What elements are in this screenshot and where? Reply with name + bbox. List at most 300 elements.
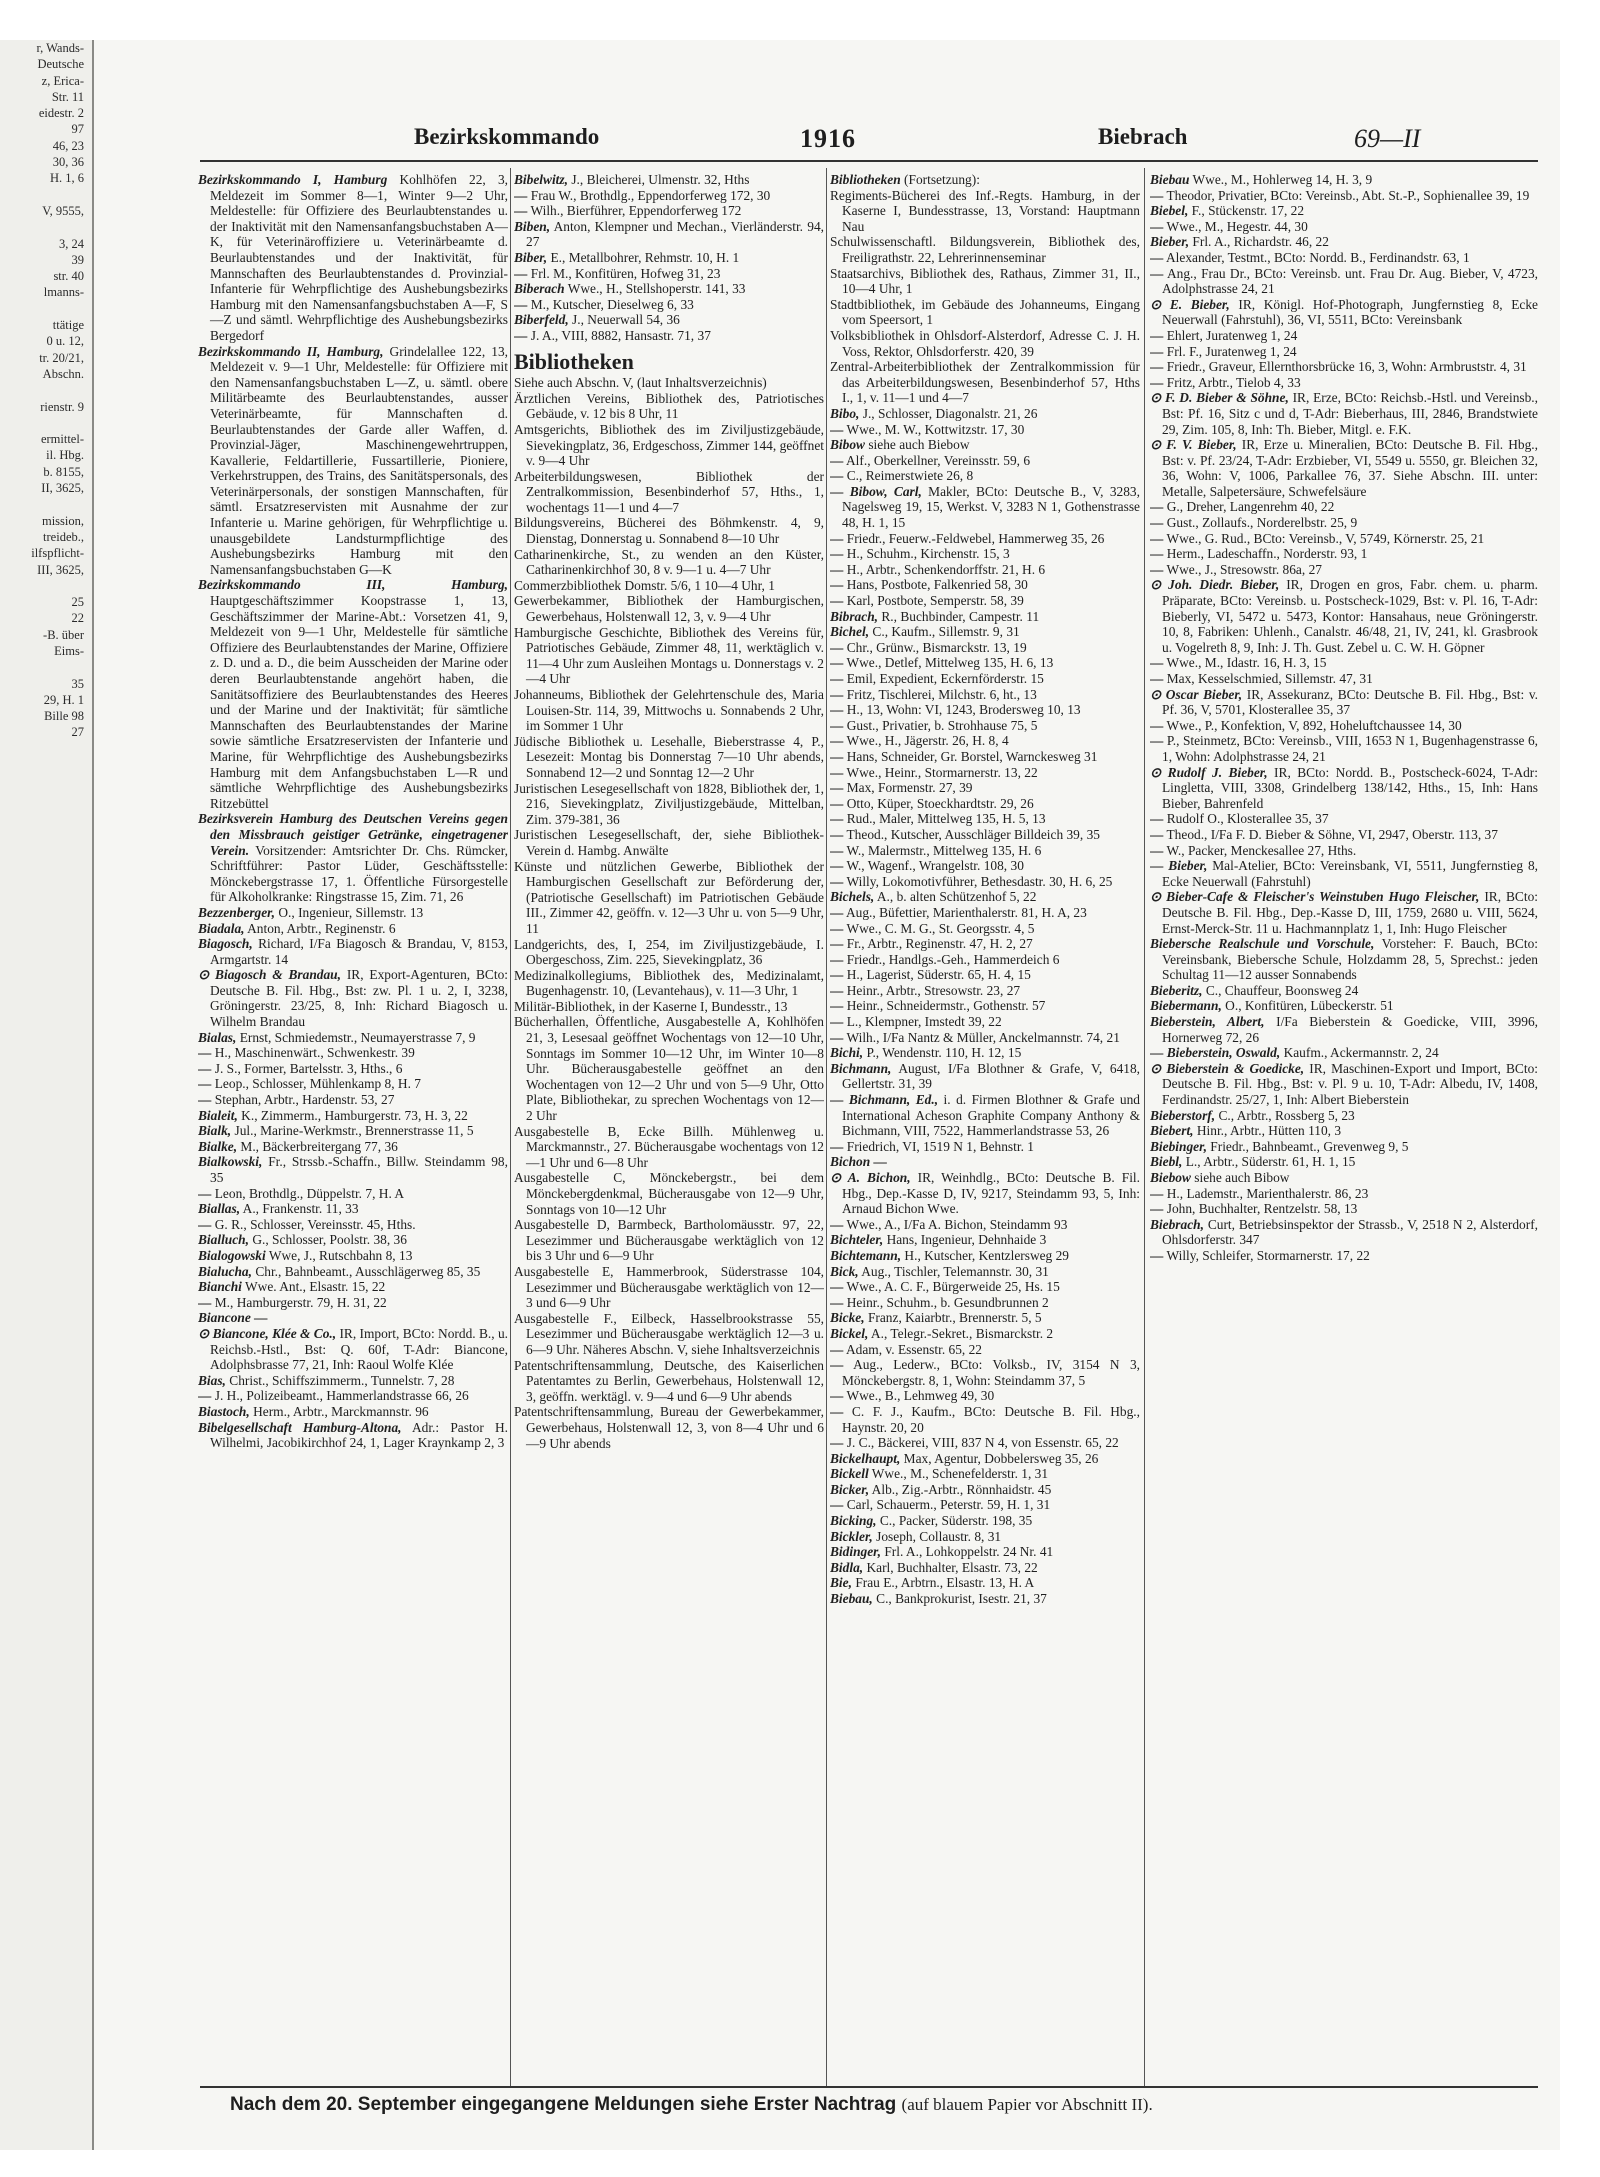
- entry-name: —: [1150, 374, 1164, 390]
- fragment-line: Deutsche: [37, 57, 84, 72]
- entry-details: IR, Export-Agenturen, BCto: Deutsche B. Fil. Hbg., Bst: zw. Pl. 1 u. 2, I, 3238, Gröningerstr. 23/25, 8, Inh: Richard Biagosch u. Wilhelm Brandau: [210, 967, 508, 1030]
- directory-entry: [830, 1326, 1140, 1342]
- entry-details: Frau E., Arbtrn., Elsastr. 13, H. A: [855, 1575, 1035, 1591]
- entry-details: H., 13, Wohn: VI, 1243, Brodersweg 10, 13: [846, 702, 1081, 718]
- entry-details: Militär-Bibliothek, in der Kaserne I, Bundesstr., 13: [514, 998, 788, 1014]
- entry-details: Siehe auch Abschn. V, (laut Inhaltsverzeichnis): [514, 375, 767, 391]
- entry-name: Bichel,: [830, 624, 870, 640]
- entry-details: Hans, Postbote, Falkenried 58, 30: [846, 577, 1028, 593]
- entry-name: —: [198, 1294, 212, 1310]
- entry-details: Wwe, J., Rutschbahn 8, 13: [268, 1247, 413, 1263]
- directory-entry: [514, 999, 824, 1015]
- header-rule: [200, 160, 1538, 162]
- directory-entry: [830, 1170, 1140, 1217]
- directory-entry: [198, 1295, 508, 1311]
- page-header: [190, 118, 1550, 162]
- directory-entry: [1150, 811, 1538, 827]
- directory-entry: [1150, 390, 1538, 437]
- directory-entry: [830, 843, 1140, 859]
- entry-name: —: [830, 1403, 844, 1419]
- directory-entry: [830, 733, 1140, 749]
- directory-entry: [830, 359, 1140, 406]
- directory-entry: [830, 484, 1140, 531]
- entry-details: Ernst, Schmiedemstr., Neumayerstrasse 7, 9: [239, 1029, 476, 1045]
- entry-details: Wwe., Detlef, Mittelweg 135, H. 6, 13: [846, 655, 1054, 671]
- entry-details: Stephan, Arbtr., Hardenstr. 53, 27: [214, 1092, 395, 1108]
- entry-details: P., Wendenstr. 110, H. 12, 15: [866, 1045, 1022, 1061]
- directory-entry: [198, 1186, 508, 1202]
- entry-name: Bichels,: [830, 889, 875, 905]
- entry-details: Emil, Expedient, Eckernförderstr. 15: [846, 671, 1044, 686]
- fragment-line: eidestr. 2: [38, 106, 84, 121]
- entry-name: —: [830, 733, 844, 749]
- entry-name: —: [830, 1216, 844, 1232]
- directory-entry: [830, 437, 1140, 453]
- entry-name: ⊙ E. Bieber,: [1150, 296, 1230, 312]
- entry-details: IR, Erze, BCto: Reichsb.-Hstl. und Vereinsb., Bst: Pf. 16, Sitz c und d, T-Adr: Bieberhaus, III, 2846, Brandstwiete 29, Zim. 105, 8, Inh: Th. Bieber, Mitgl. e. F.K.: [1162, 390, 1538, 437]
- entry-details: H., Arbtr., Schenkendorffstr. 21, H. 6: [846, 561, 1046, 577]
- entry-name: Bezzenberger,: [198, 904, 275, 920]
- entry-details: Mal-Atelier, BCto: Vereinsbank, VI, 5511, Jungfernstieg 8, Ecke Neuerwall (Fahrstuhl): [1162, 858, 1538, 889]
- directory-entry: [830, 1575, 1140, 1591]
- entry-name: ⊙ F. V. Bieber,: [1150, 437, 1237, 453]
- directory-entry: [830, 1045, 1140, 1061]
- entry-details: H., Lagerist, Süderstr. 65, H. 4, 15: [846, 967, 1031, 983]
- entry-name: Bidla,: [830, 1559, 864, 1575]
- entry-details: C., Arbtr., Rossberg 5, 23: [1218, 1107, 1355, 1123]
- directory-entry: [830, 531, 1140, 547]
- directory-entry: [830, 1513, 1140, 1529]
- entry-details: Ärztlichen Vereins, Bibliothek des, Patriotisches Gebäude, v. 12 bis 8 Uhr, 11: [514, 390, 824, 422]
- directory-column-2: [514, 172, 824, 2082]
- entry-name: Biebrach,: [1150, 1216, 1204, 1232]
- entry-name: —: [1150, 359, 1164, 375]
- entry-details: Schulwissenschaftl. Bildungsverein, Bibliothek des, Freiligrathstr. 22, Lehrerinnenseminar: [830, 234, 1140, 265]
- directory-entry: [514, 375, 824, 391]
- fragment-line: V, 9555,: [42, 203, 84, 218]
- entry-details: Gust., Privatier, b. Strohhause 75, 5: [846, 717, 1038, 733]
- directory-entry: [830, 1014, 1140, 1030]
- directory-entry: [830, 687, 1140, 703]
- entry-name: —: [1150, 249, 1164, 265]
- entry-name: — Bibow, Carl,: [830, 483, 922, 499]
- fragment-line: 0 u. 12,: [46, 334, 84, 349]
- entry-name: —: [1150, 811, 1164, 827]
- entry-name: Bezirksverein Hamburg des Deutschen Vereins gegen den Missbrauch geistiger Getränke, eingetragener Verein.: [198, 811, 508, 858]
- entry-details: Alb., Zig.-Arbtr., Rönnhaidstr. 45: [871, 1481, 1052, 1497]
- entry-details: IR, Erze u. Mineralien, BCto: Deutsche B. Fil. Hbg., Bst: v. Pf. 23/24, T-Adr: Erzbieber, VI, 5549 u. 5550, gr. Bleichen 32, 36, Wohn: V, 1006, Parkallee 76, 37. Siehe Abschn. III. unter: Metalle, Salpetersäure, Schwefelsäure: [1162, 437, 1538, 499]
- entry-details: Wwe., M., Schenefelderstr. 1, 31: [871, 1466, 1049, 1482]
- directory-entry: [514, 578, 824, 594]
- entry-details: Volksbibliothek in Ohlsdorf-Alsterdorf, Adresse C. J. H. Voss, Rektor, Ohlsdorferstr. 420, 39: [830, 327, 1140, 359]
- entry-details: Wwe., H., Jägerstr. 26, H. 8, 4: [846, 733, 1009, 749]
- footer-rule: [200, 2086, 1538, 2088]
- entry-name: —: [1150, 530, 1164, 546]
- directory-entry: [1150, 234, 1538, 250]
- entry-details: O., Konfitüren, Lübeckerstr. 51: [1225, 998, 1394, 1014]
- entry-details: Kaufm., Ackermannstr. 2, 24: [1283, 1045, 1439, 1061]
- entry-name: —: [830, 1357, 844, 1373]
- directory-entry: [1150, 172, 1538, 188]
- entry-details: Makler, BCto: Deutsche B., V, 3283, Nagelsweg 19, 15, Werkst. V, 3283 N 1, Gothenstrasse 48, H. 1, 15: [842, 483, 1140, 531]
- entry-details: Chr., Grünw., Bismarckstr. 13, 19: [846, 639, 1027, 655]
- directory-entry: [198, 1045, 508, 1061]
- directory-entry: [198, 1264, 508, 1280]
- entry-name: ⊙ Bieberstein & Goedicke,: [1150, 1060, 1305, 1076]
- entry-details: Ausgabestelle C, Mönckebergstr., bei dem Mönckebergdenkmal, Bücherausgabe von 12—9 Uhr, Sonntags von 10—12 Uhr: [514, 1170, 824, 1217]
- entry-details: Wwe., C. M. G., St. Georgsstr. 4, 5: [846, 920, 1035, 936]
- entry-name: Bicker,: [830, 1481, 870, 1497]
- header-left-keyword: Bezirkskommando: [414, 124, 600, 149]
- directory-entry: [514, 203, 824, 219]
- directory-entry: [830, 624, 1140, 640]
- entry-details: Wwe., A. C. F., Bürgerweide 25, Hs. 15: [846, 1279, 1060, 1295]
- entry-details: Wwe., P., Konfektion, V, 892, Hoheluftchaussee 14, 30: [1166, 717, 1462, 733]
- entry-details: IR, Import, BCto: Nordd. B., u. Reichsb.-Hstl., Bst: Q. 60f, T-Adr: Biancone, Adolphsbrasse 77, 21, Inh: Raoul Wolfe Klée: [210, 1325, 508, 1373]
- directory-entry: [514, 593, 824, 624]
- entry-details: Hans, Ingenieur, Dehnhaide 3: [886, 1232, 1047, 1248]
- entry-details: siehe auch Bibow: [1194, 1170, 1290, 1185]
- header-right-keyword: Biebrach: [1098, 124, 1188, 149]
- directory-entry: [830, 858, 1140, 874]
- entry-name: —: [514, 327, 528, 343]
- directory-entry: [514, 827, 824, 858]
- fragment-line: 39: [71, 252, 84, 267]
- entry-name: Bickell: [830, 1466, 869, 1482]
- entry-details: Wilh., Bierführer, Eppendorferweg 172: [530, 203, 742, 219]
- entry-name: —: [1150, 717, 1164, 733]
- entry-name: Bialas,: [198, 1029, 237, 1045]
- entry-name: — Bieberstein, Oswald,: [1150, 1045, 1281, 1061]
- fragment-line: 46, 23: [52, 138, 84, 153]
- directory-entry: [514, 1264, 824, 1311]
- entry-details: Friedr., Bahnbeamt., Grevenweg 9, 5: [1210, 1138, 1409, 1154]
- entry-details: Staatsarchivs, Bibliothek des, Rathaus, Zimmer 31, II., 10—4 Uhr, 1: [830, 265, 1140, 297]
- entry-name: —: [830, 1279, 844, 1295]
- entry-name: Bialucha,: [198, 1263, 252, 1279]
- entry-name: —: [1150, 561, 1164, 577]
- entry-details: Carl, Schauerm., Peterstr. 59, H. 1, 31: [846, 1497, 1051, 1513]
- entry-details: Wwe., J., Stresowstr. 86a, 27: [1166, 561, 1322, 577]
- fragment-line: Bille 98: [44, 709, 84, 724]
- directory-entry: [830, 422, 1140, 438]
- entry-details: Wwe., G. Rud., BCto: Vereinsb., V, 5749, Körnerstr. 25, 21: [1166, 530, 1485, 546]
- entry-name: Bichmann,: [830, 1060, 892, 1076]
- directory-entry: [830, 1232, 1140, 1248]
- directory-entry: [830, 188, 1140, 235]
- entry-name: —: [1150, 187, 1164, 203]
- entry-details: Max, Agentur, Dobbelersweg 35, 26: [903, 1450, 1099, 1466]
- entry-name: Bickelhaupt,: [830, 1450, 901, 1466]
- entry-details: Wwe. Ant., Elsastr. 15, 22: [245, 1279, 386, 1295]
- entry-name: —: [830, 920, 844, 936]
- directory-entry: [514, 172, 824, 188]
- directory-entry: [1150, 1014, 1538, 1045]
- directory-entry: [198, 172, 508, 344]
- entry-name: —: [830, 1029, 844, 1045]
- entry-name: —: [830, 1341, 844, 1357]
- fragment-line: rienstr. 9: [40, 399, 84, 414]
- entry-name: —: [830, 967, 844, 983]
- directory-entry: [198, 1326, 508, 1373]
- directory-entry: [514, 781, 824, 828]
- directory-entry: [514, 859, 824, 937]
- entry-name: —: [830, 702, 844, 718]
- entry-name: —: [1150, 1201, 1164, 1217]
- fragment-line: ermittel-: [40, 432, 84, 447]
- fragment-line: 30, 36: [52, 155, 84, 170]
- entry-name: Bialeit,: [198, 1107, 238, 1123]
- entry-name: Bicking,: [830, 1513, 877, 1529]
- directory-entry: [1150, 203, 1538, 219]
- entry-details: Patentschriftensammlung, Deutsche, des Kaiserlichen Patentamtes zu Berlin, Gewerbehaus, Holstenwall 12, 3, geöffn. werktägl. v. 9—4 und 6—9 Uhr abends: [514, 1357, 824, 1404]
- entry-name: —: [830, 764, 844, 780]
- fragment-line: Eims-: [54, 643, 84, 658]
- entry-details: i. d. Firmen Blothner & Grafe und International Acheson Graphite Company Anthony & Bichmann, VIII, 7522, Hammerlandstrasse 53, 26: [842, 1092, 1140, 1139]
- entry-details: Richard, I/Fa Biagosch & Brandau, V, 8153, Armgartstr. 14: [210, 936, 508, 967]
- entry-name: Biastoch,: [198, 1403, 250, 1419]
- entry-details: Wwe., Heinr., Stormarnerstr. 13, 22: [846, 764, 1038, 780]
- directory-entry: [830, 1092, 1140, 1139]
- entry-name: —: [1150, 515, 1164, 531]
- entry-name: Bichteler,: [830, 1232, 884, 1248]
- directory-entry: [1150, 655, 1538, 671]
- directory-entry: [830, 983, 1140, 999]
- entry-details: L., Arbtr., Süderstr. 61, H. 1, 15: [1185, 1154, 1356, 1170]
- entry-details: Rud., Maler, Mittelweg 135, H. 5, 13: [846, 811, 1046, 827]
- entry-details: C. F. J., Kaufm., BCto: Deutsche B. Fil. Hbg., Haynstr. 20, 20: [842, 1403, 1140, 1435]
- entry-name: Biberfeld,: [514, 312, 569, 328]
- directory-entry: [1150, 1170, 1538, 1186]
- section-heading: Bibliotheken: [514, 348, 634, 374]
- entry-name: ⊙ Oscar Bieber,: [1150, 686, 1243, 702]
- entry-name: —: [830, 546, 844, 562]
- directory-entry: [830, 453, 1140, 469]
- entry-details: H., Maschinenwärt., Schwenkestr. 39: [214, 1045, 415, 1061]
- entry-name: —: [830, 811, 844, 827]
- entry-details: (Fortsetzung):: [904, 172, 980, 187]
- directory-entry: [830, 1544, 1140, 1560]
- directory-entry: [830, 1466, 1140, 1482]
- fragment-line: 3, 24: [59, 236, 84, 251]
- entry-details: Zentral-Arbeiterbibliothek der Zentralkommission für das Arbeiterbildungswesen, Besenbinderhof 57, Hths I., 1, v. 11—1 und 4—7: [830, 359, 1140, 406]
- entry-details: Juristischen Lesegesellschaft, der, siehe Bibliothek-Verein d. Hambg. Anwälte: [514, 827, 824, 858]
- entry-details: Wwe., B., Lehmweg 49, 30: [846, 1388, 995, 1404]
- directory-entry: [1150, 359, 1538, 375]
- fragment-line: H. 1, 6: [49, 171, 84, 186]
- directory-entry: [1150, 562, 1538, 578]
- entry-details: Fr., Arbtr., Reginenstr. 47, H. 2, 27: [846, 936, 1033, 952]
- fragment-line: [0, 496, 92, 512]
- directory-entry: [1150, 250, 1538, 266]
- entry-name: Biadala,: [198, 920, 245, 936]
- entry-details: Johanneums, Bibliothek der Gelehrtenschule des, Maria Louisen-Str. 114, 39, Mittwochs u. Sonnabends 2 Uhr, im Sommer 1 Uhr: [514, 687, 824, 734]
- fragment-line: 97: [71, 122, 84, 137]
- entry-name: —: [198, 1216, 212, 1232]
- fragment-line: [0, 187, 92, 203]
- entry-details: Rudolf O., Klosterallee 35, 37: [1166, 811, 1329, 827]
- entry-name: Bezirkskommando II, Hamburg,: [198, 343, 384, 359]
- fragment-line: Str. 11: [51, 89, 84, 104]
- directory-entry: [830, 765, 1140, 781]
- directory-entry: [830, 1529, 1140, 1545]
- directory-entry: [1150, 1201, 1538, 1217]
- entry-details: P., Steinmetz, BCto: Vereinsb., VIII, 1653 N 1, Bugenhagenstrasse 6, 1, Wohn: Adolphstrasse 24, 21: [1162, 733, 1538, 764]
- directory-entry: [1150, 188, 1538, 204]
- entry-details: Karl, Buchhalter, Elsastr. 73, 22: [866, 1559, 1038, 1575]
- entry-name: —: [830, 795, 844, 811]
- entry-details: F., Stückenstr. 17, 22: [1191, 203, 1305, 219]
- entry-name: —: [830, 998, 844, 1014]
- directory-entry: [830, 640, 1140, 656]
- entry-name: —: [830, 858, 844, 874]
- entry-details: Heinr., Schuhm., b. Gesundbrunnen 2: [846, 1294, 1049, 1310]
- directory-entry: [514, 250, 824, 266]
- fragment-line: b. 8155,: [43, 464, 84, 479]
- entry-name: —: [1150, 546, 1164, 562]
- entry-name: Bialogowski: [198, 1247, 266, 1263]
- entry-details: Hamburgische Geschichte, Bibliothek des Vereins für, Patriotisches Gebäude, Zimmer 48, 11, werktäglich v. 11—4 Uhr zum Ausleihen Montags u. Donnerstags v. 2—4 Uhr: [514, 624, 824, 687]
- entry-details: Frl. F., Juratenweg 1, 24: [1166, 343, 1297, 359]
- entry-details: Wwe., H., Stellshoperstr. 141, 33: [567, 281, 746, 297]
- directory-entry: [830, 1279, 1140, 1295]
- entry-name: Bieberitz,: [1150, 982, 1203, 998]
- directory-entry: [198, 1388, 508, 1404]
- entry-name: —: [830, 639, 844, 655]
- entry-name: Bichon —: [830, 1154, 887, 1170]
- entry-details: A., Frankenstr. 11, 33: [242, 1201, 359, 1217]
- directory-entry: [830, 874, 1140, 890]
- entry-details: A., b. alten Schützenhof 5, 22: [876, 889, 1037, 905]
- entry-name: Biebow: [1150, 1170, 1191, 1185]
- directory-entry: [1150, 577, 1538, 655]
- entry-name: —: [830, 577, 844, 593]
- entry-details: John, Buchhalter, Rentzelstr. 58, 13: [1166, 1201, 1358, 1217]
- column-divider: [1144, 168, 1145, 2088]
- column-divider: [510, 168, 511, 2088]
- entry-name: Bidinger,: [830, 1544, 881, 1560]
- entry-details: Theod., I/Fa F. D. Bieber & Söhne, VI, 2947, Oberstr. 113, 37: [1166, 826, 1498, 842]
- entry-name: Biebersche Realschule und Vorschule,: [1150, 936, 1375, 952]
- entry-name: —: [830, 1497, 844, 1513]
- entry-details: Heinr., Arbtr., Stresowstr. 23, 27: [846, 982, 1021, 998]
- directory-entry: [514, 1124, 824, 1171]
- fragment-line: Abschn.: [42, 366, 84, 381]
- entry-details: Ausgabestelle D, Barmbeck, Bartholomäusstr. 97, 22, Lesezimmer und Bücherausgabe werktäglich von 12 bis 3 Uhr und 6—9 Uhr: [514, 1217, 824, 1264]
- directory-entry: [830, 921, 1140, 937]
- entry-name: —: [830, 1435, 844, 1451]
- entry-name: Bichtemann,: [830, 1247, 902, 1263]
- directory-entry: [514, 1404, 824, 1451]
- entry-details: Friedr., Handlgs.-Geh., Hammerdeich 6: [846, 951, 1060, 967]
- entry-name: —: [514, 203, 528, 219]
- directory-entry: [830, 1342, 1140, 1358]
- directory-entry: [1150, 983, 1538, 999]
- fragment-line: 25: [71, 595, 84, 610]
- entry-details: Frau W., Brothdlg., Eppendorferweg 172, 30: [530, 187, 771, 203]
- directory-entry: [514, 1217, 824, 1264]
- entry-details: J. H., Polizeibeamt., Hammerlandstrasse 66, 26: [214, 1388, 469, 1404]
- entry-name: —: [830, 826, 844, 842]
- entry-details: Jüdische Bibliothek u. Lesehalle, Bieberstrasse 4, P., Lesezeit: Montag bis Donnerstag 7—10 Uhr abends, Sonnabend 12—2 und Sonntag 12—2 Uhr: [514, 733, 824, 780]
- entry-details: L., Klempner, Imstedt 39, 22: [846, 1014, 1002, 1030]
- directory-column-4: [1150, 172, 1538, 2082]
- directory-entry: [198, 1061, 508, 1077]
- entry-details: Künste und nützlichen Gewerbe, Bibliothek der Hamburgischen Gesellschaft zur Beförderung der, (Patriotische Gesellschaft) im Patriotischen Gebäude III., Zimmer 42, geöffn. v. 12—3 Uhr u. von 5—9 Uhr, 11: [514, 858, 824, 936]
- entry-name: —: [1150, 218, 1164, 234]
- entry-details: Vorsitzender: Amtsrichter Dr. Chs. Rümcker, Schriftführer: Pastor Lüder, Geschäftsstelle: Mönckebergstrasse 17, 1. Öffentliche Fürsorgestelle für Alkoholkranke: Ringstrasse 15, Zim. 71, 26: [210, 842, 508, 905]
- directory-entry: [830, 1404, 1140, 1435]
- directory-entry: [1150, 344, 1538, 360]
- entry-name: —: [1150, 499, 1164, 515]
- directory-entry: [1150, 936, 1538, 983]
- entry-name: —: [1150, 655, 1164, 671]
- directory-entry: [198, 1217, 508, 1233]
- directory-entry: [514, 734, 824, 781]
- entry-details: Hauptgeschäftszimmer Koopstrasse 1, 13, Geschäftszimmer der Marine-Abt.: Vorsetzen 41, 9, Meldezeit von 9—1 Uhr, Meldestelle für sämtliche Offiziere des Beurlaubtenstandes der Marine, Offiziere z. D. und a. D., die beim Ausscheiden der Marine oder deren Beurlaubtenstande angehört haben, die Sanitätsoffiziere des Beurlaubtenstandes des Heeres und der Marine und der Inaktivität; für sämtliche Mannschaften des Beurlaubtenstandes der Marine sowie sämtliche Ersatzreservisten der Infanterie und Marine, für Wehrpflichtige des Aushebungsbezirks Hamburg mit dem Anfangsbuchstaben L—R und sämtliche Wehrpflichtige des Aushebungsbezirks Ritzebüttel: [210, 593, 508, 811]
- directory-entry: [830, 1357, 1140, 1388]
- entry-name: —: [830, 686, 844, 702]
- fragment-line: treideb.,: [43, 529, 84, 544]
- directory-entry: [1150, 1248, 1538, 1264]
- entry-details: H., Schuhm., Kirchenstr. 15, 3: [846, 546, 1010, 562]
- entry-name: —: [830, 1294, 844, 1310]
- directory-entry: [514, 515, 824, 546]
- directory-entry: [830, 889, 1140, 905]
- entry-details: Fritz, Arbtr., Tielob 4, 33: [1166, 374, 1301, 390]
- directory-entry: [198, 1076, 508, 1092]
- entry-details: Frl. A., Lohkoppelstr. 24 Nr. 41: [884, 1544, 1054, 1560]
- entry-name: —: [514, 296, 528, 312]
- entry-name: Bibelgesellschaft Hamburg-Altona,: [198, 1419, 402, 1435]
- entry-name: Biber,: [514, 249, 548, 265]
- entry-details: Kohlhöfen 22, 3, Meldezeit im Sommer 8—1, Winter 9—2 Uhr, Meldestelle: für Offiziere des Beurlaubtenstandes u. der Inaktivität mit den Namensanfangsbuchstaben A—K, für Veterinäroffiziere u. Veterinärbeamte d. Beurlaubtenstandes und der Inaktivität, für Mannschaften des Beurlaubtenstandes d. Provinzial-Infanterie für Wehrpflichtige des Aushebungsbezirks Hamburg mit den Namensanfangsbuchstaben A—F, S—Z und sämtl. Wehrpflichtige des Aushebungsbezirks Bergedorf: [210, 172, 508, 343]
- entry-name: —: [198, 1045, 212, 1061]
- fragment-line: il. Hbg.: [46, 448, 84, 463]
- entry-details: M., Bäckerbreitergang 77, 36: [240, 1138, 398, 1154]
- directory-entry: [1150, 219, 1538, 235]
- entry-details: Herm., Ladeschaffn., Norderstr. 93, 1: [1166, 546, 1368, 562]
- entry-name: Biallas,: [198, 1201, 241, 1217]
- entry-details: Wwe., M., Hegestr. 44, 30: [1166, 218, 1308, 234]
- directory-entry: [830, 780, 1140, 796]
- directory-entry: [514, 188, 824, 204]
- directory-entry: [198, 1123, 508, 1139]
- entry-details: IR, Königl. Hof-Photograph, Jungfernstieg 8, Ecke Neuerwall (Fahrstuhl), 36, VI, 5511, BCto: Vereinsbank: [1162, 296, 1538, 328]
- directory-entry: [198, 1404, 508, 1420]
- entry-name: Bezirkskommando I, Hamburg: [198, 172, 388, 187]
- entry-name: —: [514, 187, 528, 203]
- directory-entry: [1150, 733, 1538, 764]
- directory-entry: [514, 281, 824, 297]
- entry-details: Ehlert, Juratenweg 1, 24: [1166, 327, 1298, 343]
- entry-name: —: [830, 1138, 844, 1154]
- entry-details: Patentschriftensammlung, Bureau der Gewerbekammer, Gewerbehaus, Holstenwall 12, 3, von 8—4 Uhr und 6—9 Uhr abends: [514, 1404, 824, 1451]
- entry-name: Biebermann,: [1150, 998, 1222, 1014]
- entry-name: Bianchi: [198, 1279, 242, 1295]
- entry-details: Grindelallee 122, 13, Meldezeit v. 9—1 Uhr, Meldestelle: für Offiziere mit den Namensanfangsbuchstaben L—Z, u. sämtl. obere Militärbeamte des Beurlaubtenstandes, ausser Veterinärbeamte, für Mannschaften d. Beurlaubtenstandes der Garde aller Waffen, d. Provinzial-Jäger, Maschinengewehrtruppen, Kavallerie, Feldartillerie, Fussartillerie, Pioniere, Verkehrstruppen, des Trains, des Sanitätspersonals, des Veterinärpersonals, der sonstigen Mannschaften, für sämtl. Ersatzreservisten mit Ausnahme der zur Infanterie u. Marine gehörigen, für Wehrpflichtige u. unausgebildete Landsturmpflichtige des Aushebungsbezirks Hamburg mit den Namensanfangsbuchstaben G—K: [210, 343, 508, 577]
- entry-name: Bicke,: [830, 1310, 865, 1326]
- entry-name: —: [1150, 327, 1164, 343]
- fragment-line: lmanns-: [43, 285, 84, 300]
- directory-entry: [1150, 328, 1538, 344]
- entry-details: Fritz, Tischlerei, Milchstr. 6, ht., 13: [846, 686, 1037, 702]
- directory-entry: [830, 266, 1140, 297]
- fragment-line: [0, 659, 92, 675]
- entry-name: —: [830, 842, 844, 858]
- directory-entry: [830, 406, 1140, 422]
- directory-entry: [198, 1139, 508, 1155]
